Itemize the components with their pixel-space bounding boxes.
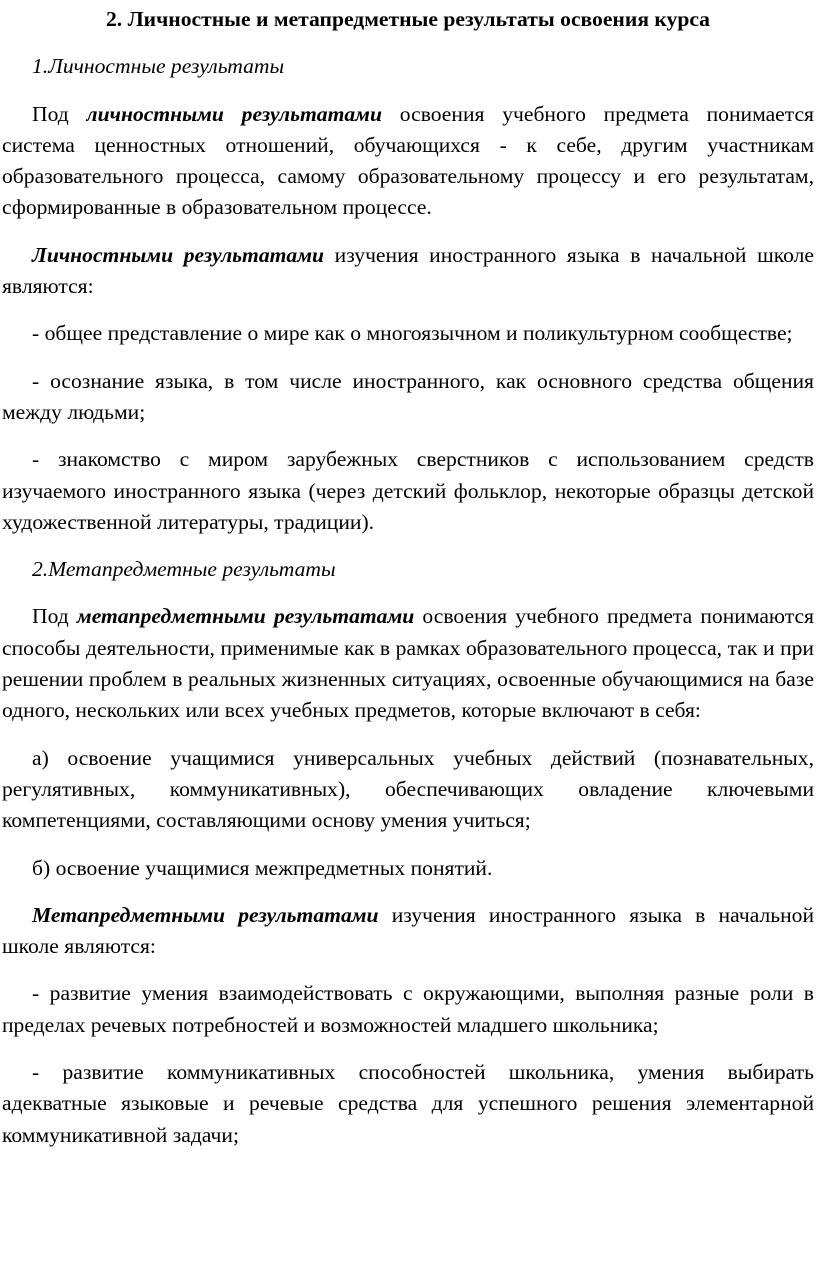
definition-lead: Под bbox=[32, 101, 87, 126]
meta-results-intro-term: Метапредметными результатами bbox=[32, 902, 379, 927]
meta-results-point: а) освоение учащимися универсальных учебных действий (познавательных, регулятивных, коммуникативных), обеспечивающих овладение ключевыми компетенциями, составляющими основу умения учиться; bbox=[2, 745, 814, 833]
personal-results-intro-text: изучения иностранного языка в начальной школе являются: bbox=[2, 242, 814, 299]
meta-results-intro-text: изучения иностранного языка в начальной школе являются: bbox=[2, 902, 815, 959]
personal-results-intro bbox=[2, 240, 814, 303]
personal-results-item: - знакомство с миром зарубежных сверстников с использованием средств изучаемого иностранного языка (через детский фольклор, некоторые образцы детской художественной литературы, традиции). bbox=[2, 447, 814, 534]
personal-results-intro-term: Личностными результатами bbox=[32, 242, 325, 267]
personal-results-item: - осознание языка, в том числе иностранного, как основного средства общения между людьми; bbox=[2, 368, 814, 424]
personal-results-heading: 1.Личностные результаты bbox=[32, 54, 285, 79]
definition-text: освоения учебного предмета понимается система ценностных отношений, обучающихся - к себе, другим участникам образовательного процесса, самому образовательному процессу и его результатам, сформированные в образовательном процессе. bbox=[2, 101, 814, 220]
meta-results-definition bbox=[2, 601, 814, 726]
personal-results-definition bbox=[2, 99, 814, 224]
meta-results-item: - развитие коммуникативных способностей школьника, умения выбирать адекватные языковые и речевые средства для успешного решения элементарной коммуникативной задачи; bbox=[2, 1060, 814, 1147]
personal-results-item: - общее представление о мире как о многоязычном и поликультурном сообществе; bbox=[32, 321, 793, 346]
meta-results-item: - развитие умения взаимодействовать с окружающими, выполняя разные роли в пределах речевых потребностей и возможностей младшего школьника; bbox=[2, 981, 814, 1037]
meta-results-term: метапредметными результатами bbox=[76, 604, 415, 629]
meta-results-intro bbox=[2, 900, 814, 963]
meta-results-heading: 2.Метапредметные результаты bbox=[32, 557, 336, 582]
personal-results-term: личностными результатами bbox=[86, 101, 382, 126]
meta-results-point: б) освоение учащимися межпредметных понятий. bbox=[32, 855, 493, 880]
section-title: 2. Личностные и метапредметные результаты освоения курса bbox=[106, 7, 710, 31]
definition-text: освоения учебного предмета понимаются способы деятельности, применимые как в рамках образовательного процесса, так и при решении проблем в реальных жизненных ситуациях, освоенные обучающимися на базе одного, нескольких или всех учебных предметов, которые включают в себя: bbox=[2, 604, 814, 723]
definition-lead: Под bbox=[32, 604, 77, 629]
